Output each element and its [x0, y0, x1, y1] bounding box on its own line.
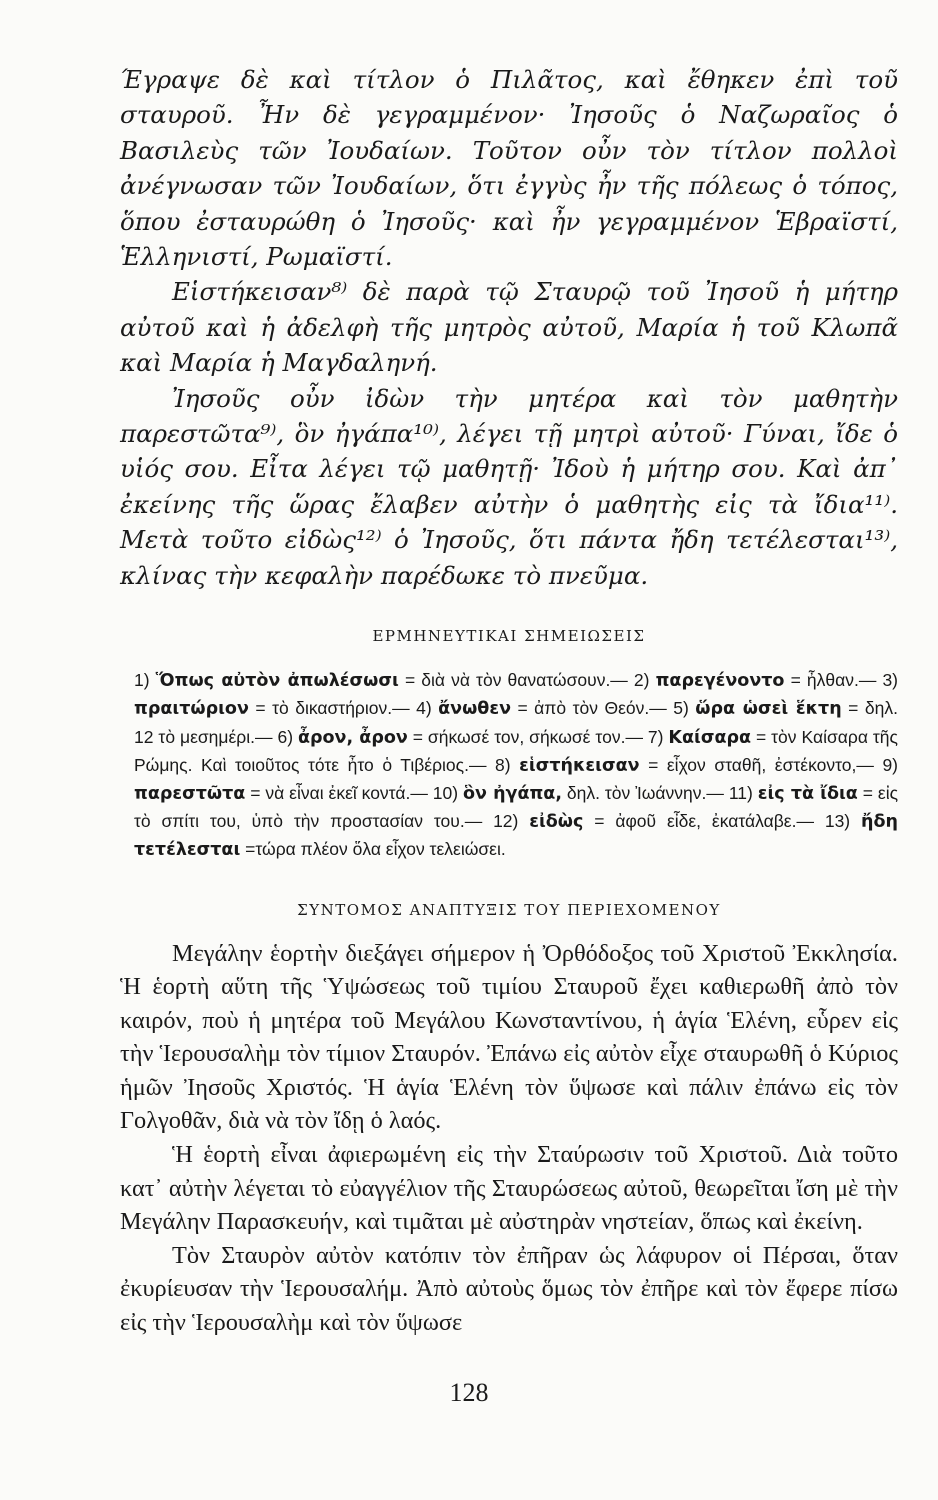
- note: 9) παρεστῶτα = νὰ εἶναι ἐκεῖ κοντά.—: [134, 754, 898, 804]
- note: 2) παρεγένοντο = ἦλθαν.—: [633, 670, 877, 692]
- note: 6) ἆρον, ἆρον = σήκωσέ τον, σήκωσέ τον.—: [277, 726, 643, 748]
- summary-paragraph: Ἡ ἑορτὴ εἶναι ἀφιερωμένη εἰς τὴν Σταύρωσιν τοῦ Χριστοῦ. Διὰ τοῦτο κατ᾿ αὐτὴν λέγεται τὸ εὐαγγέλιον τῆς Σταυρώσεως αὐτοῦ, θεωρεῖται ἴση μὲ τὴν Μεγάλην Παρασκευήν, καὶ τιμᾶται μὲ αὐστηρὰν νηστείαν, ὅπως καὶ ἐκείνη.: [120, 1141, 898, 1236]
- note: 10) ὃν ἠγάπα, δηλ. τὸν Ἰωάννην.—: [432, 782, 724, 804]
- note: 8) εἱστήκεισαν = εἶχον σταθῆ, ἐστέκοντο,—: [495, 754, 874, 776]
- note: 5) ὥρα ὡσεὶ ἕκτη = δηλ. 12 τὸ μεσημέρι.—: [134, 698, 898, 747]
- summary-heading: ΣΥΝΤΟΜΟΣ ΑΝΑΠΤΥΞΙΣ ΤΟΥ ΠΕΡΙΕΧΟΜΕΝΟΥ: [297, 900, 721, 919]
- gospel-paragraph: Εἱστήκεισαν⁸⁾ δὲ παρὰ τῷ Σταυρῷ τοῦ Ἰησοῦ ἡ μήτηρ αὐτοῦ καὶ ἡ ἀδελφὴ τῆς μητρὸς αὐτοῦ, Μαρία ἡ τοῦ Κλωπᾶ καὶ Μαρία ἡ Μαγδαληνή.: [120, 277, 898, 378]
- gospel-paragraph: Έγραψε δὲ καὶ τίτλον ὁ Πιλᾶτος, καὶ ἔθηκεν ἐπὶ τοῦ σταυροῦ. Ἦν δὲ γεγραμμένον· Ἰησοῦς ὁ Ναζωραῖος ὁ Βασιλεὺς τῶν Ἰουδαίων. Τοῦτον οὖν τὸν τίτλον πολλοὶ ἀνέγνωσαν τῶν Ἰουδαίων, ὅτι ἐγγὺς ἦν τῆς πόλεως ὁ τόπος, ὅπου ἐσταυρώθη ὁ Ἰησοῦς· καὶ ἦν γεγραμμένον Ἑβραϊστί, Ἑλληνιστί, Ρωμαϊστί.: [120, 65, 898, 272]
- note: 4) ἄνωθεν = ἀπὸ τὸν Θεόν.—: [416, 698, 667, 720]
- summary-text: [120, 937, 898, 1340]
- gospel-text: [120, 62, 898, 593]
- note: 12) εἰδὼς = ἀφοῦ εἶδε, ἐκατάλαβε.—: [493, 811, 814, 833]
- notes-heading: ΕΡΜΗΝΕΥΤΙΚΑΙ ΣΗΜΕΙΩΣΕΙΣ: [372, 627, 646, 646]
- explanatory-notes: [134, 667, 898, 864]
- note: 13) ἤδη τετέλεσται =τώρα πλέον ὅλα εἶχον τελειώσει.: [134, 811, 898, 861]
- summary-paragraph: Μεγάλην ἑορτὴν διεξάγει σήμερον ἡ Ὀρθόδοξος τοῦ Χριστοῦ Ἐκκλησία. Ἡ ἑορτὴ αὕτη τῆς Ὑψώσεως τοῦ τιμίου Σταυροῦ ἔχει καθιερωθῆ ἀπὸ τὸν καιρόν, ποὺ ἡ μητέρα τοῦ Μεγάλου Κωνσταντίνου, ἡ ἁγία Ἑλένη, εὗρεν εἰς τὴν Ἱερουσαλὴμ τὸν τίμιον Σταυρόν. Ἐπάνω εἰς αὐτὸν εἶχε σταυρωθῆ ὁ Κύριος ἡμῶν Ἰησοῦς Χριστός. Ἡ ἁγία Ἑλένη τὸν ὕψωσε καὶ πάλιν ἐπάνω εἰς τὸν Γολγοθᾶν, διὰ νὰ τὸν ἴδῃ ὁ λαός.: [120, 939, 898, 1135]
- note: 7) Καίσαρα = τὸν Καίσαρα τῆς Ρώμης. Καὶ τοιοῦτος τότε ἦτο ὁ Τιβέριος.—: [134, 726, 898, 775]
- page-number: 128: [449, 1378, 489, 1407]
- note: 11) εἰς τὰ ἴδια = εἰς τὸ σπίτι του, ὑπὸ τὴν προστασίαν του.—: [134, 782, 899, 832]
- note: 3) πραιτώριον = τὸ δικαστήριον.—: [134, 670, 898, 720]
- summary-paragraph: Τὸν Σταυρὸν αὐτὸν κατόπιν τὸν ἐπῆραν ὡς λάφυρον οἱ Πέρσαι, ὅταν ἐκυρίευσαν τὴν Ἱερουσαλήμ. Ἀπὸ αὐτοὺς ὅμως τὸν ἐπῆρε καὶ τὸν ἔφερε πίσω εἰς τὴν Ἱερουσαλὴμ καὶ τὸν ὕψωσε: [120, 1241, 898, 1337]
- gospel-paragraph: Ἰησοῦς οὖν ἰδὼν τὴν μητέρα καὶ τὸν μαθητὴν παρεστῶτα⁹⁾, ὃν ἠγάπα¹⁰⁾, λέγει τῇ μητρὶ αὐτοῦ· Γύναι, ἴδε ὁ υἱός σου. Εἶτα λέγει τῷ μαθητῇ· Ἰδοὺ ἡ μήτηρ σου. Καὶ ἀπ᾿ ἐκείνης τῆς ὥρας ἔλαβεν αὐτὴν ὁ μαθητὴς εἰς τὰ ἴδια¹¹⁾. Μετὰ τοῦτο εἰδὼς¹²⁾ ὁ Ἰησοῦς, ὅτι πάντα ἤδη τετέλεσται¹³⁾, κλίνας τὴν κεφαλὴν παρέδωκε τὸ πνεῦμα.: [120, 383, 898, 590]
- note: 1) Ὅπως αὐτὸν ἀπωλέσωσι = διὰ νὰ τὸν θανατώσουν.—: [134, 670, 628, 692]
